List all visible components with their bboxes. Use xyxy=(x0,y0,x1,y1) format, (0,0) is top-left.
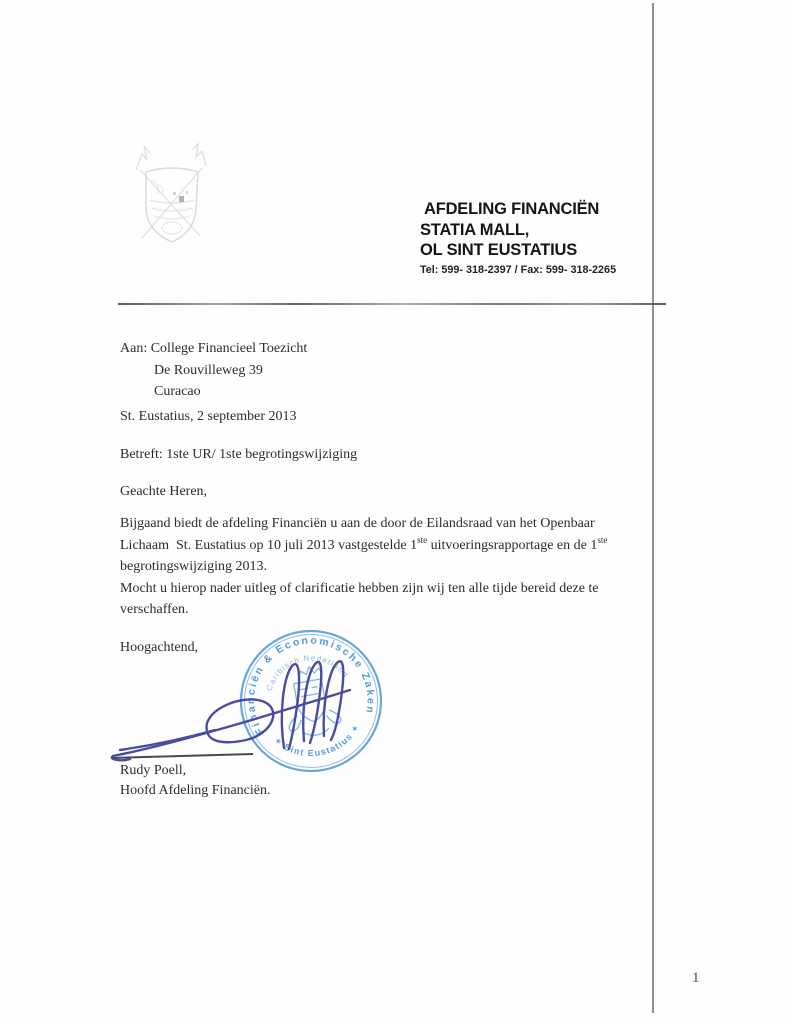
salutation: Geachte Heren, xyxy=(120,484,208,499)
body-text: uitvoeringsrapportage en de 1 xyxy=(427,537,598,553)
recipient-line-1: Aan: College Financieel Toezicht xyxy=(120,341,308,356)
signatory-name: Rudy Poell, xyxy=(120,763,187,778)
signatory-title: Hoofd Afdeling Financiën. xyxy=(120,783,271,798)
body-line-5: verschaffen. xyxy=(120,602,189,618)
body-line-3: begrotingswijziging 2013. xyxy=(120,559,267,575)
page-number: 1 xyxy=(692,970,700,986)
body-line-4: Mocht u hierop nader uitleg of clarificatie hebben zijn wij ten alle tijde bereid deze te xyxy=(120,580,599,596)
letterhead-department: AFDELING FINANCIËN xyxy=(424,200,600,218)
letterhead-address-1: STATIA MALL, xyxy=(420,220,530,239)
letterhead-divider-line xyxy=(118,303,666,305)
body-paragraph xyxy=(120,513,680,621)
letterhead-address-2: OL SINT EUSTATIUS xyxy=(420,241,578,259)
stamp-arc-inner-text: Caribisch Nederland xyxy=(264,653,351,692)
scan-vertical-line xyxy=(652,3,654,1013)
coat-of-arms-watermark-icon xyxy=(122,140,222,258)
body-line-2 xyxy=(120,535,680,557)
body-line-1: Bijgaand biedt de afdeling Financiën u aan de door de Eilandsraad van het Openbaar xyxy=(120,516,595,531)
stamp-arc-bottom-text: ✶ Sint Eustatius ✶ xyxy=(272,721,362,759)
recipient-block xyxy=(120,338,307,403)
closing: Hoogachtend, xyxy=(120,640,199,655)
recipient-line-2: De Rouvilleweg 39 xyxy=(154,362,263,378)
ordinal-superscript: ste xyxy=(597,534,608,545)
recipient-line-3: Curacao xyxy=(154,384,201,400)
body-text: Lichaam St. Eustatius op 10 juli 2013 vastgestelde 1 xyxy=(120,537,418,553)
letterhead-block xyxy=(420,199,616,277)
ordinal-superscript: ste xyxy=(417,534,428,545)
stamp-arc-top-text: Financiën & Economische Zaken xyxy=(245,634,377,737)
dateline: St. Eustatius, 2 september 2013 xyxy=(120,409,297,424)
signature-ink-icon xyxy=(100,650,370,765)
letterhead-contact: Tel: 599- 318-2397 / Fax: 599- 318-2265 xyxy=(420,263,617,276)
subject-line: Betreft: 1ste UR/ 1ste begrotingswijziging xyxy=(120,447,358,462)
